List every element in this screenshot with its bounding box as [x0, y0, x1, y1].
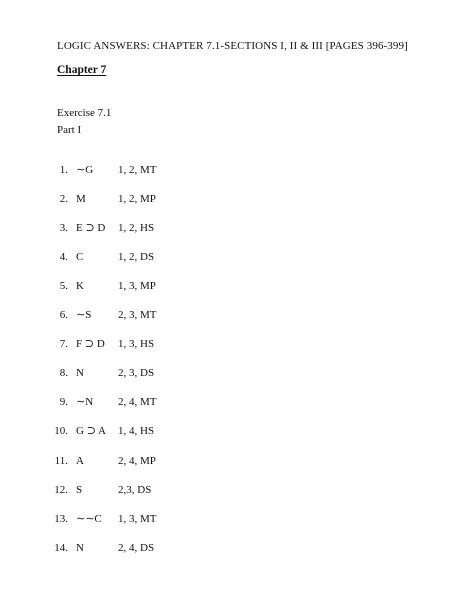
answer-justification: 1, 3, HS: [118, 338, 155, 350]
answer-row: [0, 423, 474, 439]
answer-statement: C: [76, 251, 84, 263]
answer-statement: M: [76, 193, 86, 205]
answer-row: [0, 220, 474, 236]
answer-justification: 2, 3, MT: [118, 309, 157, 321]
answer-number: 3.: [59, 222, 68, 234]
answer-number: 9.: [59, 396, 68, 408]
answer-statement: E ⊃ D: [76, 222, 106, 234]
answer-row: [0, 365, 474, 381]
answer-row: [0, 394, 474, 410]
answer-number: 2.: [59, 193, 68, 205]
answer-statement: ∼S: [76, 309, 92, 321]
answer-number: 8.: [59, 367, 68, 379]
answer-justification: 1, 3, MT: [118, 513, 157, 525]
answer-justification: 1, 2, HS: [118, 222, 155, 234]
exercise-title: Exercise 7.1: [57, 107, 112, 119]
answer-justification: 1, 4, HS: [118, 425, 155, 437]
answer-number: 6.: [59, 309, 68, 321]
answer-justification: 1, 2, MP: [118, 193, 156, 205]
answer-number: 5.: [59, 280, 68, 292]
chapter-title: Chapter 7: [57, 64, 107, 76]
answer-justification: 1, 2, MT: [118, 164, 157, 176]
answer-statement: N: [76, 367, 84, 379]
answer-statement: ∼∼C: [76, 513, 102, 525]
answer-row: [0, 191, 474, 207]
answer-number: 12.: [54, 484, 68, 496]
answer-number: 4.: [59, 251, 68, 263]
answer-row: [0, 482, 474, 498]
answer-row: [0, 540, 474, 556]
answer-row: [0, 307, 474, 323]
answer-statement: S: [76, 484, 83, 496]
answer-statement: ∼G: [76, 164, 94, 176]
answer-number: 13.: [54, 513, 68, 525]
answer-number: 10.: [54, 425, 68, 437]
answer-number: 7.: [59, 338, 68, 350]
answer-justification: 2,3, DS: [118, 484, 152, 496]
answer-statement: N: [76, 542, 84, 554]
part-title: Part I: [57, 124, 82, 136]
answer-row: [0, 511, 474, 527]
document-heading: LOGIC ANSWERS: CHAPTER 7.1-SECTIONS I, II & III [PAGES 396-399]: [57, 40, 408, 52]
answer-justification: 2, 4, MP: [118, 455, 156, 467]
answer-number: 11.: [54, 455, 68, 467]
answer-justification: 2, 3, DS: [118, 367, 155, 379]
answer-statement: G ⊃ A: [76, 425, 106, 437]
answer-justification: 2, 4, MT: [118, 396, 157, 408]
answer-statement: A: [76, 455, 84, 467]
answer-statement: ∼N: [76, 396, 94, 408]
answer-justification: 1, 2, DS: [118, 251, 155, 263]
answer-statement: K: [76, 280, 84, 292]
answer-row: [0, 278, 474, 294]
answer-row: [0, 162, 474, 178]
answer-number: 1.: [59, 164, 68, 176]
answer-justification: 1, 3, MP: [118, 280, 156, 292]
answer-justification: 2, 4, DS: [118, 542, 155, 554]
answer-number: 14.: [54, 542, 68, 554]
answer-statement: F ⊃ D: [76, 338, 105, 350]
answer-row: [0, 336, 474, 352]
answer-row: [0, 453, 474, 469]
answer-row: [0, 249, 474, 265]
